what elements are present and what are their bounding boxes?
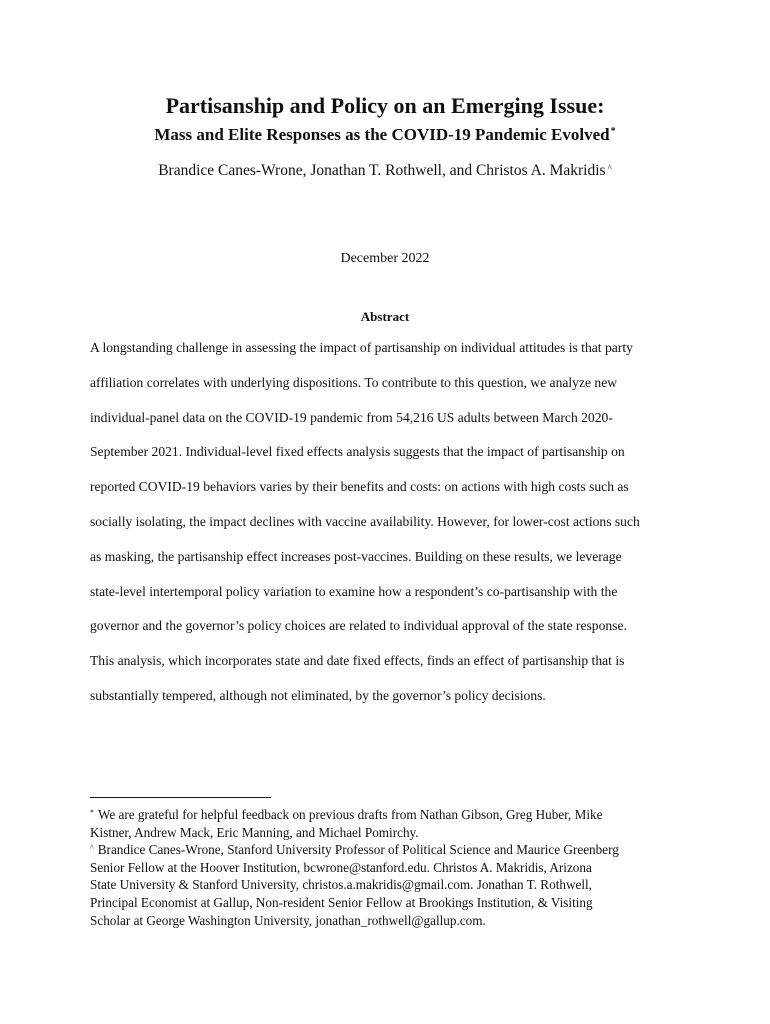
paper-subtitle (0, 124, 770, 146)
footnote-line: Scholar at George Washington University, jonathan_rothwell@gallup.com. (90, 912, 486, 928)
footnote-marker: * (90, 808, 94, 817)
paper-title: Partisanship and Policy on an Emerging Issue: (165, 93, 605, 118)
footnote-text: We are grateful for helpful feedback on previous drafts from Nathan Gibson, Greg Huber, Mike (98, 807, 603, 822)
subtitle-footnote-marker: * (610, 126, 616, 137)
footnote-marker: ^ (90, 843, 94, 853)
footnote-line: Senior Fellow at the Hoover Institution, bcwrone@stanford.edu. Christos A. Makridis, Arizona (90, 859, 592, 875)
abstract-line: state-level intertemporal policy variation to examine how a respondent’s co-partisanship with the (90, 583, 618, 599)
abstract-body (90, 336, 682, 719)
footnote-line (90, 806, 690, 824)
abstract-line: A longstanding challenge in assessing the impact of partisanship on individual attitudes is that party (90, 340, 633, 355)
subtitle-text: Mass and Elite Responses as the COVID-19 Pandemic Evolved (154, 125, 610, 144)
footnote-divider (90, 797, 271, 798)
abstract-line: substantially tempered, although not eliminated, by the governor’s policy decisions. (90, 687, 546, 703)
footnote-text: Brandice Canes-Wrone, Stanford University Professor of Political Science and Maurice Greenberg (97, 842, 619, 858)
footnote-line: Kistner, Andrew Mack, Eric Manning, and Michael Pomirchy. (90, 824, 419, 840)
authors-text: Brandice Canes-Wrone, Jonathan T. Rothwell, and Christos A. Makridis (158, 162, 606, 179)
abstract-line: affiliation correlates with underlying dispositions. To contribute to this question, we analyze new (90, 374, 618, 390)
footnote-line: State University & Stanford University, christos.a.makridis@gmail.com. Jonathan T. Rothwell, (90, 877, 592, 893)
abstract-line: individual-panel data on the COVID-19 pandemic from 54,216 US adults between March 2020- (90, 409, 613, 425)
footnote-line (90, 841, 690, 859)
abstract-line: reported COVID-19 behaviors varies by their benefits and costs: on actions with high costs such as (90, 479, 629, 495)
abstract-line: socially isolating, the impact declines with vaccine availability. However, for lower-cost actions such (90, 513, 640, 529)
abstract-line: as masking, the partisanship effect increases post-vaccines. Building on these results, we leverage (90, 548, 622, 564)
footnotes (90, 806, 690, 929)
abstract-line: governor and the governor’s policy choices are related to individual approval of the state response. (90, 618, 627, 634)
footnote-affiliations (90, 841, 690, 929)
footnote-line: Principal Economist at Gallup, Non-resident Senior Fellow at Brookings Institution, & Visiting (90, 894, 593, 910)
author-list (0, 160, 770, 182)
abstract-line: This analysis, which incorporates state and date fixed effects, finds an effect of partisanship that is (90, 653, 625, 669)
abstract-line: September 2021. Individual-level fixed effects analysis suggests that the impact of partisanship on (90, 444, 625, 460)
authors-footnote-marker: ^ (607, 163, 612, 173)
publication-date: December 2022 (340, 251, 430, 266)
footnote-acknowledgments (90, 806, 690, 841)
abstract-heading: Abstract (360, 309, 410, 324)
